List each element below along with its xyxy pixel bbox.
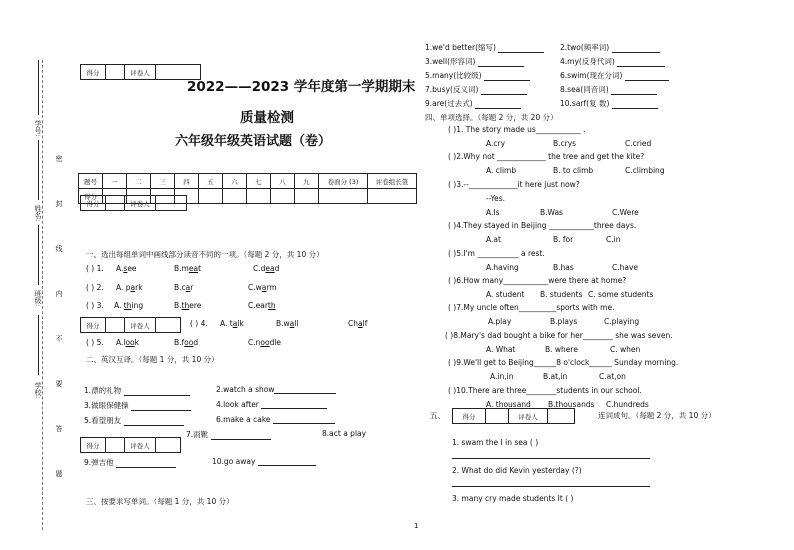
class-field-line xyxy=(38,225,39,285)
s4-option: A.in,in xyxy=(490,372,514,381)
score-table-header: 一 xyxy=(103,174,127,189)
s3-item: 7.busy(反义词) xyxy=(425,84,527,95)
section5-title: 连词成句。（每题 2 分，共 10 分） xyxy=(598,411,716,420)
s4-option: B. where xyxy=(545,345,578,354)
s3-item: 2.two(频率词) xyxy=(560,42,660,53)
page-number: 1 xyxy=(414,522,419,530)
score-table-header: 三 xyxy=(151,174,175,189)
score-table-header: 二 xyxy=(127,174,151,189)
s4-question: ( )3.--_____________it here just now? xyxy=(448,180,580,189)
reviewer-cell[interactable] xyxy=(548,409,575,424)
s4-question: ( )5.I'm ___________ a rest. xyxy=(448,249,545,258)
s4-option: B. for xyxy=(553,235,574,244)
section5-number: 五、 xyxy=(430,411,445,420)
seal-char: 题 xyxy=(55,470,63,477)
s3-item: 5.many(比较级) xyxy=(425,70,530,81)
score-label: 得分 xyxy=(453,409,486,424)
binding-margin xyxy=(0,0,70,550)
s4-subline: --Yes. xyxy=(486,194,506,203)
reviewer-cell[interactable] xyxy=(156,318,181,333)
s4-option: A. student xyxy=(486,290,525,299)
s4-option: B.at,in xyxy=(543,372,568,381)
s1-option-a: A.see xyxy=(116,264,137,273)
score-table-header: 四 xyxy=(175,174,199,189)
reviewer-cell[interactable] xyxy=(156,438,181,453)
s1-option-a: A.look xyxy=(116,338,139,347)
exam-title: 2022——2023 学年度第一学期期末 xyxy=(187,79,416,95)
s1-item: ( ) 1. xyxy=(86,264,104,273)
s1-item: ( ) 4. xyxy=(190,319,208,328)
s1-option-a: A. talk xyxy=(220,319,244,328)
score-table-cell[interactable] xyxy=(319,189,368,204)
s4-option: C.cried xyxy=(625,139,652,148)
s4-option: C.in xyxy=(606,235,621,244)
score-table-header: 五 xyxy=(199,174,223,189)
s4-question: ( )4.They stayed in Beijing ____________three days. xyxy=(448,221,637,230)
s4-question: ( )8.Mary's dad bought a bike for her________ she was seven. xyxy=(445,331,673,340)
s2-item: 10.go away xyxy=(212,457,316,466)
s4-option: A.cry xyxy=(486,139,506,148)
s2-item: 7.雨靴 xyxy=(186,429,271,440)
reviewer-label: 评卷人 xyxy=(509,409,548,424)
s4-option: C.climbing xyxy=(625,166,665,175)
seal-char: 要 xyxy=(55,380,63,387)
s5-item: 2. What do did Kevin yesterday (?) xyxy=(452,466,582,475)
score-cell[interactable] xyxy=(106,438,125,453)
s1-item: ( ) 2. xyxy=(86,283,104,292)
s1-option-a: A. park xyxy=(116,283,143,292)
number-field-line xyxy=(38,60,39,115)
section1-title: 一、选出每组单词中画线部分读音不同的一项。（每题 2 分，共 10 分） xyxy=(86,250,324,259)
seal-char: 封 xyxy=(55,200,63,207)
s1-option-b: B.wall xyxy=(276,319,299,328)
s1-option-c: C.warm xyxy=(248,283,277,292)
s4-question: ( )6.How many____________were there at home? xyxy=(448,276,627,285)
s1-option-c: C.dead xyxy=(253,264,280,273)
s3-item: 3.well(形容词) xyxy=(425,56,524,67)
name-field-line xyxy=(38,140,39,200)
s4-option: B.plays xyxy=(550,317,578,326)
s4-option: A. thousand xyxy=(486,400,531,409)
score-table-cell[interactable] xyxy=(271,189,295,204)
s4-question: ( )1. The story made us____________ . xyxy=(448,125,586,134)
s2-item: 8.act a play xyxy=(322,429,367,438)
name-label: 姓名: xyxy=(34,205,42,222)
s4-question: ( )7.My uncle often__________sports with me. xyxy=(448,303,615,312)
scorer-box-section5 xyxy=(452,408,575,424)
scorer-box-section2 xyxy=(80,437,181,453)
score-table-header: 七 xyxy=(247,174,271,189)
scorer-box-overlay xyxy=(80,195,187,211)
scorer-box-section1 xyxy=(80,317,181,333)
score-table-cell[interactable] xyxy=(368,189,417,204)
s2-item: 4.look after xyxy=(216,400,327,409)
score-table-header: 评卷组长签 xyxy=(368,174,417,189)
s3-item: 1.we'd better(缩写) xyxy=(425,42,544,53)
score-label: 得分 xyxy=(81,438,106,453)
s1-option-b: B.car xyxy=(174,283,194,292)
s4-option: B. students xyxy=(540,290,583,299)
seal-char: 答 xyxy=(55,425,63,432)
score-table-row-label: 得分 xyxy=(79,189,103,204)
s4-question: ( )10.There are three________students in our school. xyxy=(448,386,642,395)
s4-option: C.at,on xyxy=(599,372,626,381)
reviewer-label: 评卷人 xyxy=(125,65,156,80)
s4-option: A. What xyxy=(486,345,516,354)
s4-option: B.has xyxy=(553,263,574,272)
reviewer-cell[interactable] xyxy=(156,196,187,211)
seal-char: 线 xyxy=(55,245,63,252)
s5-item: 3. many cry made students It ( ) xyxy=(452,494,574,503)
s1-item: ( ) 5. xyxy=(86,338,104,347)
s4-option: C. some students xyxy=(588,290,654,299)
s1-option-b: B.meat xyxy=(174,264,202,273)
s4-question: ( )9.We'll get to Beijing______8 o'clock______ Sunday morning. xyxy=(448,358,679,367)
s5-item: 1. swam the I in sea ( ) xyxy=(452,438,539,447)
s4-option: B.crys xyxy=(553,139,577,148)
s3-item: 8.sea(同音词) xyxy=(560,84,657,95)
s3-item: 4.my(反身代词) xyxy=(560,56,665,67)
score-label: 得分 xyxy=(81,318,106,333)
s4-option: C.hundreds xyxy=(606,400,649,409)
score-table-header: 六 xyxy=(223,174,247,189)
score-cell[interactable] xyxy=(106,196,125,211)
s2-item: 5.看望朋友 xyxy=(84,415,184,426)
score-cell[interactable] xyxy=(106,318,125,333)
seal-char: 内 xyxy=(55,290,63,297)
score-cell[interactable] xyxy=(486,409,509,424)
s1-option-b: B.food xyxy=(174,338,199,347)
score-label: 得分 xyxy=(81,196,106,211)
s4-option: B.Was xyxy=(540,208,563,217)
school-field-line xyxy=(38,315,39,375)
s4-option: C.have xyxy=(612,263,639,272)
seal-char: 不 xyxy=(55,335,63,342)
s2-item: 2.watch a show xyxy=(216,385,336,394)
score-table-header-row xyxy=(79,174,417,189)
s4-option: A. climb xyxy=(486,166,517,175)
score-table-header: 八 xyxy=(271,174,295,189)
s4-option: B. to climb xyxy=(553,166,594,175)
reviewer-label: 评卷人 xyxy=(125,196,156,211)
score-table-cell[interactable] xyxy=(247,189,271,204)
s4-option: C.playing xyxy=(604,317,640,326)
s1-option-b: B.there xyxy=(174,301,202,310)
score-cell[interactable] xyxy=(106,65,125,80)
answer-line[interactable] xyxy=(452,486,650,487)
score-table-cell[interactable] xyxy=(223,189,247,204)
s1-option-c: Chalf xyxy=(348,319,368,328)
s2-item: 1.漂的礼物 xyxy=(84,385,190,396)
s1-item: ( ) 3. xyxy=(86,301,104,310)
section3-title: 三、按要求写单词。（每题 1 分，共 10 分） xyxy=(86,497,234,506)
s4-question: ( )2.Why not _____________ the tree and get the kite? xyxy=(448,152,645,161)
s4-option: B.thousands xyxy=(548,400,595,409)
s4-option: C.Were xyxy=(612,208,639,217)
score-table-header: 卷面分 (3) xyxy=(319,174,368,189)
score-table-cell[interactable] xyxy=(295,189,319,204)
reviewer-label: 评卷人 xyxy=(125,318,156,333)
score-table-header: 题号 xyxy=(79,174,103,189)
section4-title: 四、单项选择。（每题 2 分，共 20 分） xyxy=(425,113,558,122)
score-table-cell[interactable] xyxy=(199,189,223,204)
s3-item: 10.sarf(复 数) xyxy=(560,98,658,109)
section2-title: 二、英汉互译。（每题 1 分，共 10 分） xyxy=(86,355,219,364)
exam-grade-title: 六年级年级英语试题（卷） xyxy=(175,134,332,149)
s2-item: 3.做眼保健操 xyxy=(84,400,191,411)
score-table-header: 九 xyxy=(295,174,319,189)
s4-option: A.at xyxy=(486,235,501,244)
answer-line[interactable] xyxy=(452,458,650,459)
s4-option: A.Is xyxy=(486,208,500,217)
reviewer-label: 评卷人 xyxy=(125,438,156,453)
scorer-box xyxy=(80,64,201,80)
seal-line xyxy=(42,60,43,530)
number-label: 学号: xyxy=(34,120,42,137)
score-label: 得分 xyxy=(81,65,106,80)
s4-option: A.having xyxy=(486,263,519,272)
s2-item: 9.弹吉他 xyxy=(84,457,176,468)
s4-option: C. when xyxy=(610,345,641,354)
s1-option-c: C.earth xyxy=(248,301,276,310)
s1-option-a: A. thing xyxy=(114,301,144,310)
s3-item: 9.are(过去式) xyxy=(425,98,521,109)
class-label: 班级: xyxy=(34,290,42,307)
s3-item: 6.swim(现在分词) xyxy=(560,70,669,81)
seal-char: 密 xyxy=(55,155,63,162)
exam-subtitle: 质量检测 xyxy=(240,110,294,126)
s4-option: A.play xyxy=(488,317,512,326)
s2-item: 6.make a cake xyxy=(216,415,335,424)
s1-option-c: C.noodle xyxy=(248,338,282,347)
school-label: 学校: xyxy=(34,382,42,399)
